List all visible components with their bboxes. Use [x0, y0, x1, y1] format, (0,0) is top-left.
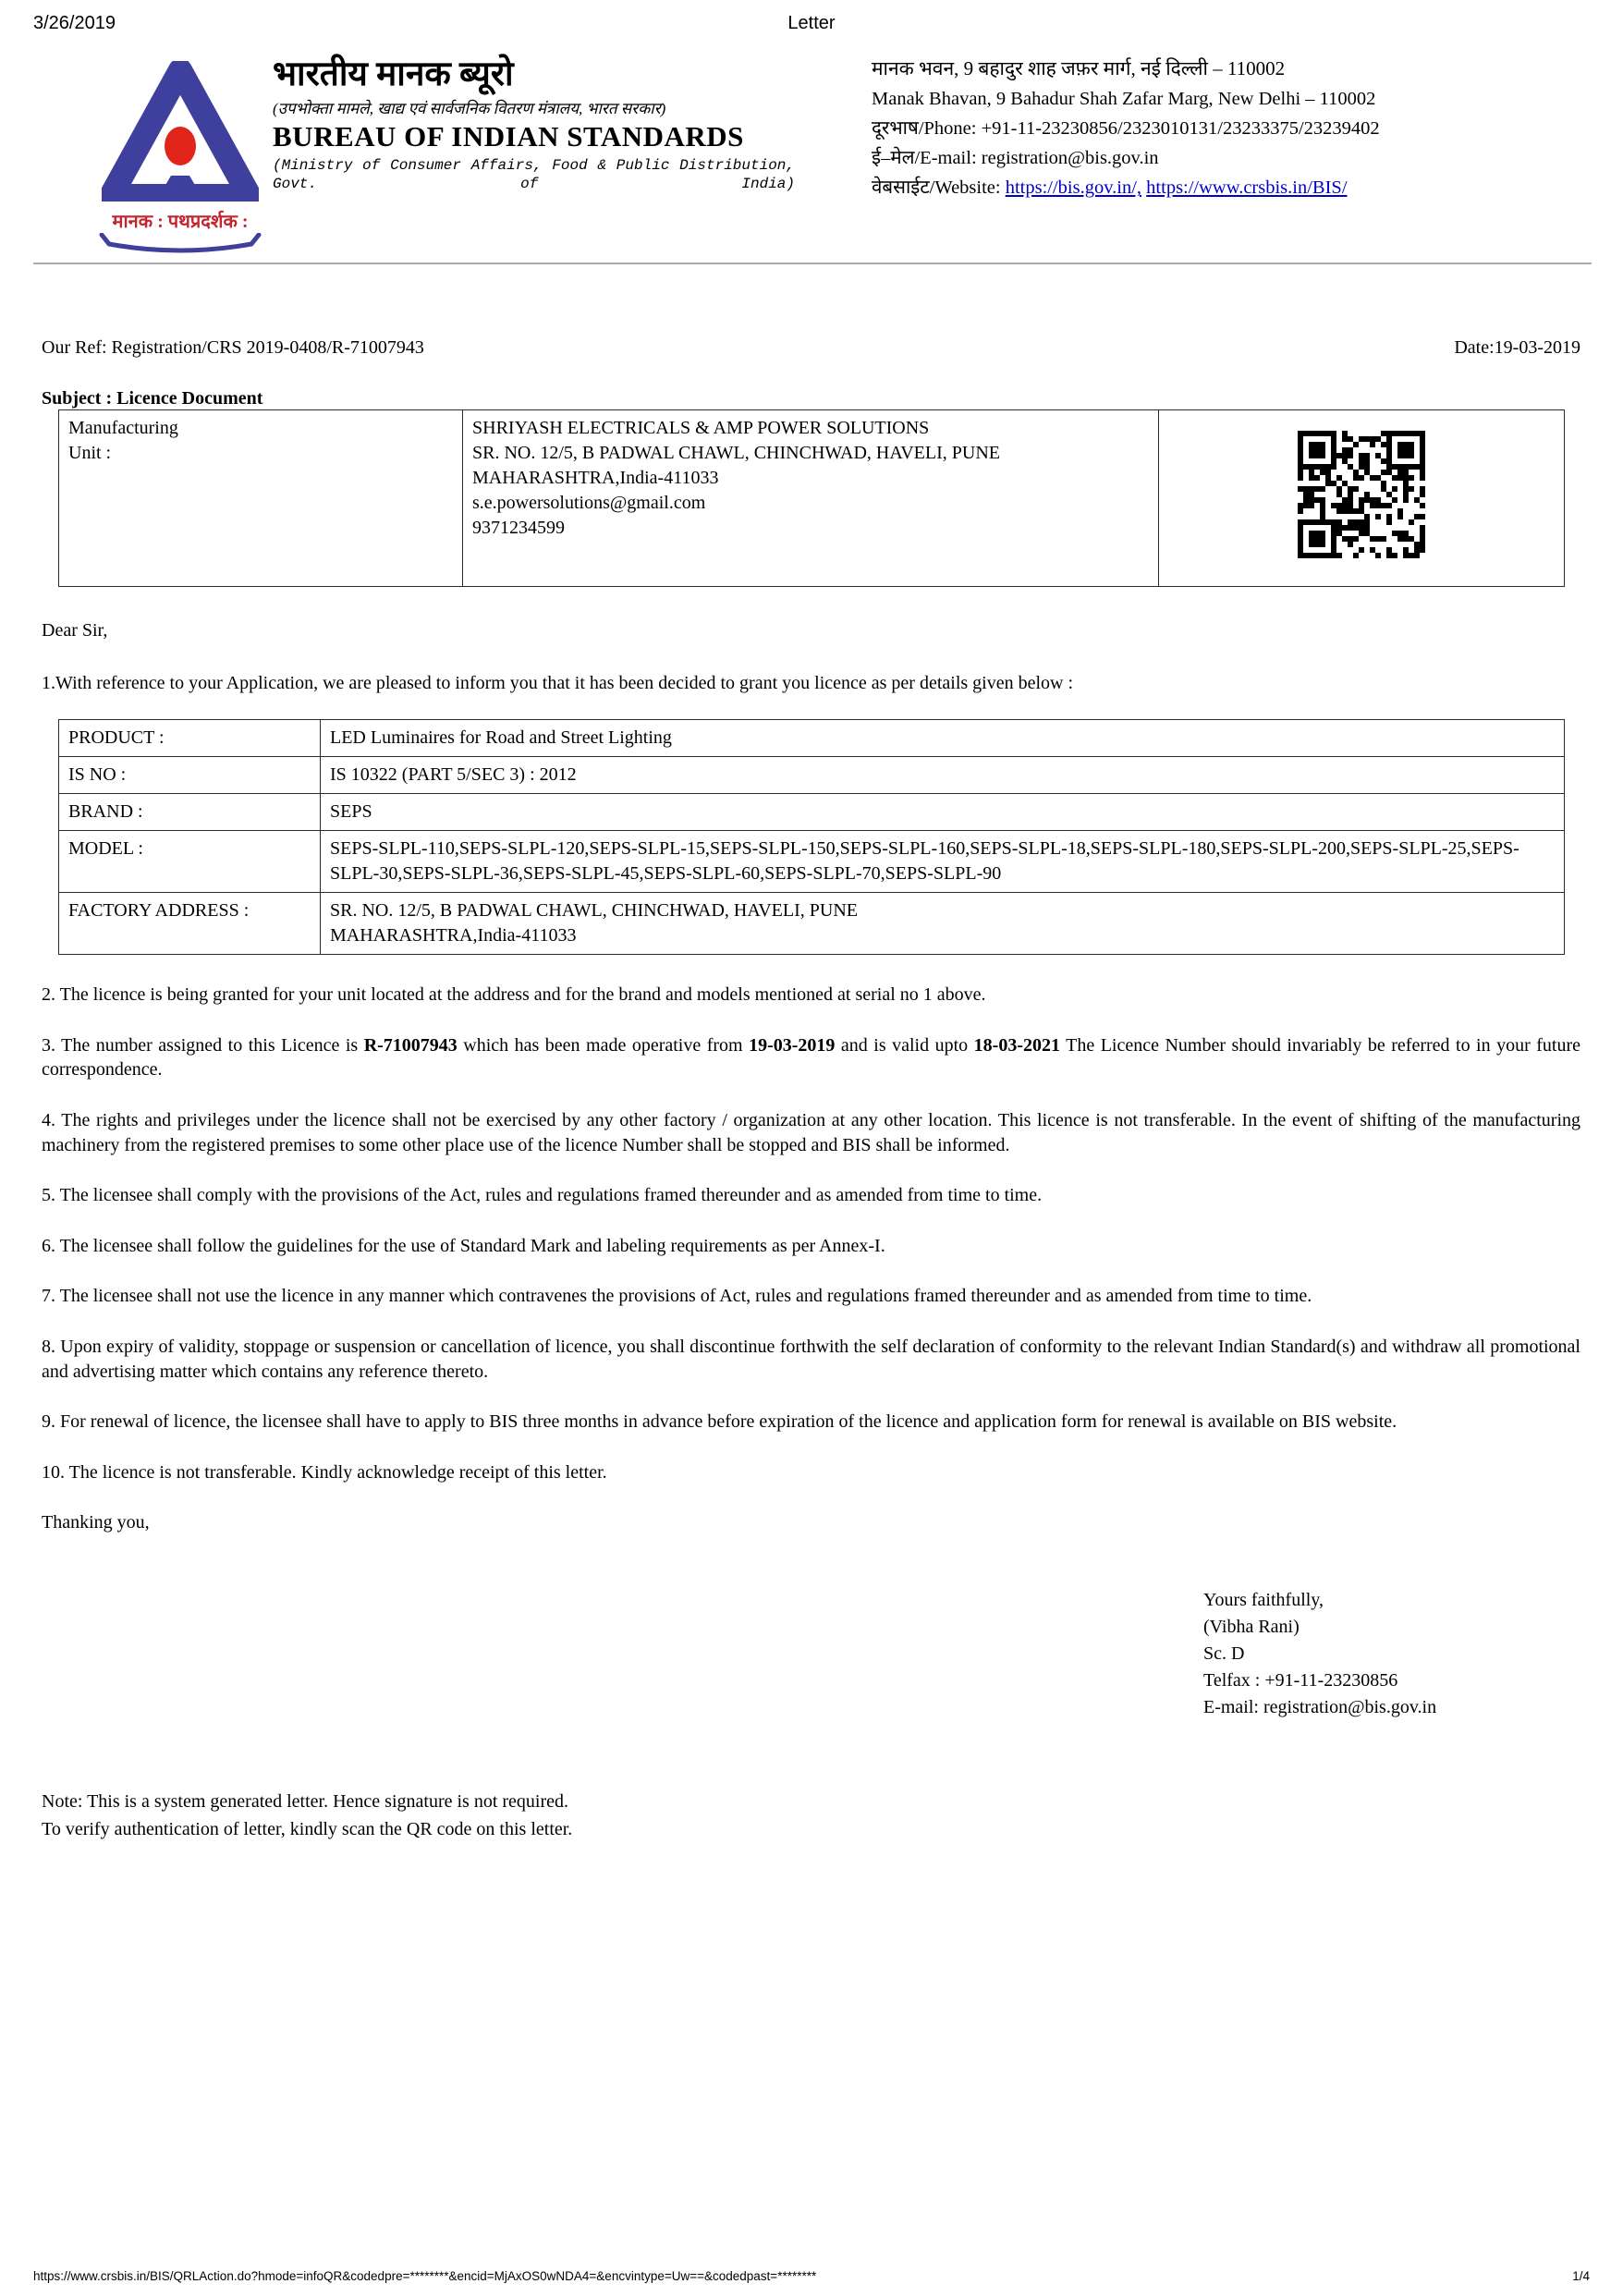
value-line: LED Luminaires for Road and Street Lighting [330, 727, 672, 749]
product-value [321, 720, 1565, 757]
note-line-2: To verify authentication of letter, kindly scan the QR code on this letter. [42, 1818, 573, 1839]
website-line [872, 173, 1482, 202]
print-header-title: Letter [787, 13, 836, 33]
table-row [59, 794, 1565, 831]
header-divider [33, 263, 1592, 264]
letter-date: Date:19-03-2019 [1454, 337, 1580, 358]
sig-designation: Sc. D [1203, 1643, 1245, 1664]
org-block [273, 55, 804, 214]
bis-logo [92, 61, 268, 258]
note-line-1: Note: This is a system generated letter. Hence signature is not required. [42, 1790, 569, 1812]
company-name: SHRIYASH ELECTRICALS & AMP POWER SOLUTIONS [472, 418, 930, 438]
value-line: SEPS-SLPL-110,SEPS-SLPL-120,SEPS-SLPL-15,SEPS-SLPL-150,SEPS-SLPL-160,SEPS-SLPL-18,SEPS-SLPL-180,SEPS-SLPL-200,SEPS-SLPL-25,SEPS-SLPL-30,SEPS-SLPL-36,SEPS-SLPL-45,SEPS-SLPL-60,SEPS-SLPL-70,SEPS-SLPL-90 [330, 838, 1519, 885]
table-row [59, 893, 1565, 955]
sig-telfax: Telfax : +91-11-23230856 [1203, 1669, 1398, 1691]
bis-logo-icon [102, 61, 259, 202]
address-english: Manak Bhavan, 9 Bahadur Shah Zafar Marg, New Delhi – 110002 [872, 88, 1376, 109]
logo-tagline: मानक : पथप्रदर्शक : [112, 212, 249, 232]
clause-7: 7. The licensee shall not use the licence in any manner which contravenes the provisions of Act, rules and regulations framed thereunder and as amended from time to time. [42, 1286, 1312, 1307]
sig-name: (Vibha Rani) [1203, 1616, 1300, 1637]
address-hindi: मानक भवन, 9 बहादुर शाह जफ़र मार्ग, नई दिल्ली – 110002 [872, 57, 1286, 79]
valid-upto-date: 18-03-2021 [973, 1034, 1060, 1056]
qr-code-icon [1298, 431, 1425, 558]
clause-2: 2. The licence is being granted for your unit located at the address and for the brand and models mentioned at serial no 1 above. [42, 984, 986, 1006]
clause-9: 9. For renewal of licence, the licensee shall have to apply to BIS three months in advance before expiration of the licence and application form for renewal is available on BIS website. [42, 1411, 1397, 1433]
website-link-crsbis[interactable]: https://www.crsbis.in/BIS/ [1146, 177, 1348, 199]
licence-number: R-71007943 [363, 1034, 458, 1056]
sig-yours-faithfully: Yours faithfully, [1203, 1589, 1324, 1610]
is-no-value [321, 757, 1565, 794]
note-block [42, 1788, 1580, 1843]
salutation: Dear Sir, [42, 620, 108, 641]
clause-3 [42, 1033, 1580, 1082]
operative-date: 19-03-2019 [749, 1034, 836, 1056]
signature-block [1203, 1587, 1580, 1721]
subject-line: Subject : Licence Document [42, 388, 263, 409]
value-line: IS 10322 (PART 5/SEC 3) : 2012 [330, 764, 577, 786]
model-value [321, 831, 1565, 893]
intro-paragraph: 1.With reference to your Application, we are pleased to inform you that it has been decided to grant you licence as per details given below : [42, 672, 1074, 693]
product-label: PRODUCT : [59, 720, 321, 757]
table-row [59, 757, 1565, 794]
is-no-label: IS NO : [59, 757, 321, 794]
value-line: SR. NO. 12/5, B PADWAL CHAWL, CHINCHWAD, HAVELI, PUNE [330, 900, 859, 922]
manufacturing-unit-details [463, 410, 1159, 587]
clause-10: 10. The licence is not transferable. Kindly acknowledge receipt of this letter. [42, 1461, 607, 1483]
reference-row [42, 337, 1580, 359]
logo-tagline-swoosh-icon [98, 233, 262, 253]
clause-3-text: 3. The number assigned to this Licence is [42, 1034, 364, 1056]
phone-line: दूरभाष/Phone: +91-11-23230856/2323010131/23233375/23239402 [872, 118, 1380, 140]
brand-label: BRAND : [59, 794, 321, 831]
clause-4: 4. The rights and privileges under the licence shall not be exercised by any other factory / organization at any other location. This licence is not transferable. In the event of shifting of the manufacturing machinery from the registered premises to some other place use of the licence Number shall be stopped and BIS shall be informed. [42, 1109, 1580, 1155]
ministry-hindi: (उपभोक्ता मामले, खाद्य एवं सार्वजनिक वितरण मंत्रालय, भारत सरकार) [273, 99, 666, 117]
clause-3-text: which has been made operative from [457, 1034, 750, 1056]
brand-value [321, 794, 1565, 831]
licence-details-table [58, 719, 1565, 955]
table-row [59, 720, 1565, 757]
company-phone: 9371234599 [472, 518, 565, 538]
clause-3-text: and is valid upto [835, 1034, 974, 1056]
label-line: Manufacturing [68, 418, 178, 438]
org-name-hindi: भारतीय मानक ब्यूरो [273, 55, 514, 93]
clause-6: 6. The licensee shall follow the guidelines for the use of Standard Mark and labeling requirements as per Annex-I. [42, 1235, 885, 1256]
qr-cell [1159, 410, 1565, 587]
factory-address-value [321, 893, 1565, 955]
manufacturing-unit-table [58, 409, 1565, 587]
print-footer-page: 1/4 [1572, 2269, 1590, 2283]
company-email: s.e.powersolutions@gmail.com [472, 493, 706, 513]
company-address: SR. NO. 12/5, B PADWAL CHAWL, CHINCHWAD, HAVELI, PUNE [472, 443, 1001, 463]
value-line: SEPS [330, 801, 372, 823]
ministry-english: (Ministry of Consumer Affairs, Food & Public Distribution, Govt. of India) [273, 156, 795, 193]
table-row [59, 831, 1565, 893]
company-state: MAHARASHTRA,India-411033 [472, 468, 719, 488]
letter-body [42, 324, 1580, 1843]
org-name-english: BUREAU OF INDIAN STANDARDS [273, 119, 744, 153]
factory-address-label: FACTORY ADDRESS : [59, 893, 321, 955]
label-line: Unit : [68, 443, 112, 463]
clause-8: 8. Upon expiry of validity, stoppage or suspension or cancellation of licence, you shall discontinue forthwith the self declaration of conformity to the relevant Indian Standard(s) and withdraw all promotional and advertising matter which contains any reference thereto. [42, 1336, 1580, 1382]
website-link-bis[interactable]: https://bis.gov.in/, [1005, 177, 1142, 199]
thanking-you: Thanking you, [42, 1512, 150, 1533]
print-footer-url: https://www.crsbis.in/BIS/QRLAction.do?hmode=infoQR&codedpre=********&encid=MjAxOS0wNDA4=&encvintype=Uw==&codedpast=******** [33, 2269, 817, 2283]
sig-email: E-mail: registration@bis.gov.in [1203, 1696, 1437, 1717]
clause-5: 5. The licensee shall comply with the provisions of the Act, rules and regulations framed thereunder and as amended from time to time. [42, 1185, 1043, 1206]
table-row [59, 410, 1565, 587]
model-label: MODEL : [59, 831, 321, 893]
manufacturing-unit-label [59, 410, 463, 587]
our-ref: Our Ref: Registration/CRS 2019-0408/R-71007943 [42, 337, 424, 358]
print-header-date: 3/26/2019 [33, 13, 116, 33]
contact-block [872, 54, 1482, 203]
clause-3-text: The Licence Number should invariably be referred to in your future correspondence. [42, 1034, 1581, 1081]
website-label: वेबसाईट/Website: [872, 177, 1006, 199]
email-line: ई–मेल/E-mail: registration@bis.gov.in [872, 148, 1159, 169]
value-line: MAHARASHTRA,India-411033 [330, 925, 577, 946]
